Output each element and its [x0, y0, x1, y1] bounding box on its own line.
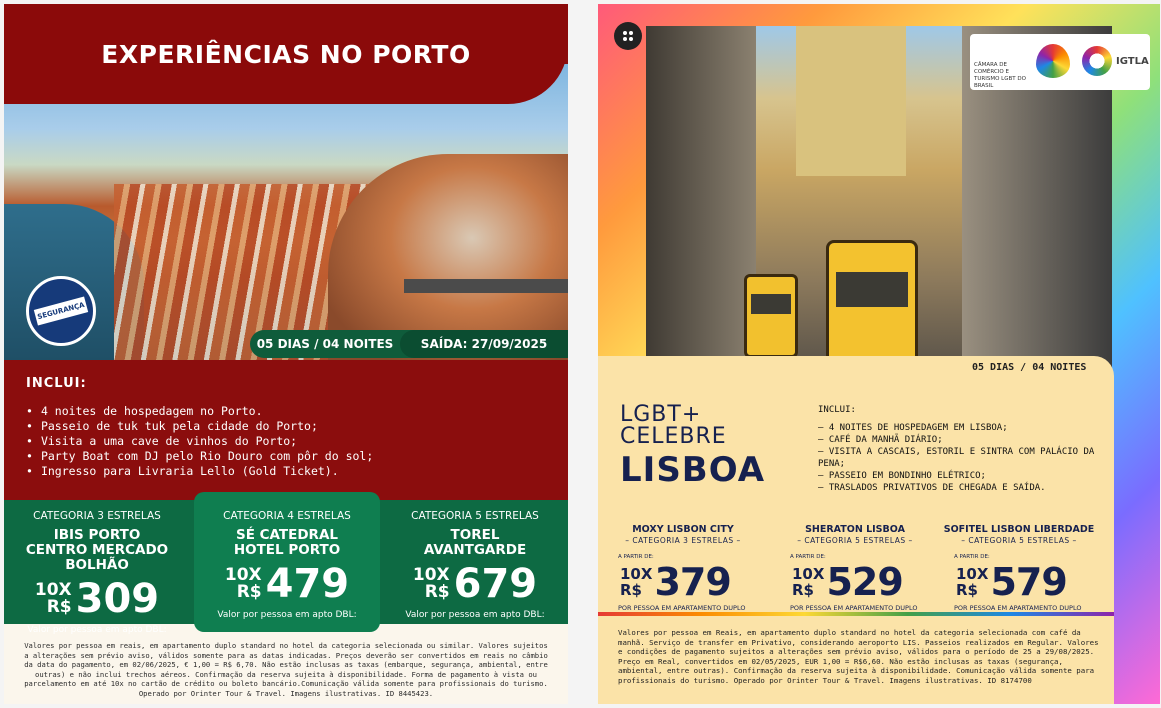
- price-row: [956, 562, 1067, 602]
- hotel-name: SÉ CATEDRAL HOTEL PORTO: [233, 527, 341, 558]
- price-note: POR PESSOA EM APARTAMENTO DUPLO: [790, 604, 918, 612]
- price-value: 309: [75, 576, 160, 622]
- igtla-logo-text: IGTLA: [1116, 56, 1149, 67]
- city-title: LISBOA: [620, 450, 766, 490]
- lisboa-flyer[interactable]: [598, 4, 1160, 704]
- price-row: [620, 562, 731, 602]
- price-value: 479: [265, 561, 350, 607]
- includes-item: • Visita a uma cave de vinhos do Porto;: [26, 434, 298, 448]
- includes-list: [818, 404, 1108, 494]
- price-value: 379: [654, 560, 731, 604]
- hotel-offers: [598, 524, 1114, 612]
- price-note: Valor por pessoa em apto DBL:: [405, 610, 545, 620]
- partner-logos: [970, 34, 1150, 90]
- lisboa-info-card: [598, 356, 1114, 616]
- includes-item: • Ingresso para Livraria Lello (Gold Ticket).: [26, 464, 339, 478]
- price-from-label: A PARTIR DE:: [954, 554, 990, 560]
- includes-item: – PASSEIO EM BONDINHO ELÉTRICO;: [818, 471, 986, 481]
- price-row: [792, 562, 903, 602]
- price-note: Valor por pessoa em apto DBL:: [217, 610, 357, 620]
- includes-item: – TRASLADOS PRIVATIVOS DE CHEGADA E SAÍDA.: [818, 483, 1046, 493]
- includes-item: • Passeio de tuk tuk pela cidade do Porto;: [26, 419, 318, 433]
- hotel-offer-sheraton[interactable]: [770, 524, 940, 612]
- installments: 10X R$: [224, 565, 262, 602]
- installments: 10X R$: [412, 565, 450, 602]
- price-row: [4, 577, 190, 621]
- hotel-category: – CATEGORIA 5 ESTRELAS –: [797, 536, 913, 545]
- includes-item: • 4 noites de hospedagem no Porto.: [26, 404, 263, 418]
- safety-seal-text: SEGURANÇA: [34, 297, 88, 326]
- tram-shape: [744, 274, 798, 358]
- includes-item: – VISITA A CASCAIS, ESTORIL E SINTRA COM PALÁCIO DA PENA;: [818, 447, 1095, 469]
- category-card-4-stars[interactable]: [194, 492, 380, 632]
- installments: 10X R$: [956, 565, 989, 599]
- igtla-logo-icon: [1082, 46, 1112, 76]
- price-row: [382, 562, 568, 606]
- price-from-label: A PARTIR DE:: [618, 554, 654, 560]
- price-value: 679: [453, 561, 538, 607]
- safety-seal-icon: [26, 276, 96, 346]
- porto-flyer[interactable]: [4, 4, 568, 704]
- category-label: CATEGORIA 5 ESTRELAS: [411, 510, 539, 522]
- includes-heading: INCLUI:: [26, 376, 87, 391]
- includes-heading: INCLUI:: [818, 405, 856, 415]
- price-row: [194, 562, 380, 606]
- chamber-logo-text: CÂMARA DE COMÉRCIO E TURISMO LGBT DO BRASIL: [974, 62, 1026, 89]
- trip-duration: 05 DIAS / 04 NOITES: [972, 362, 1087, 373]
- trip-duration: 05 DIAS / 04 NOITES: [256, 337, 394, 351]
- hotel-name: MOXY LISBON CITY: [632, 524, 734, 535]
- includes-item: – CAFÉ DA MANHÃ DIÁRIO;: [818, 435, 943, 445]
- hotel-offer-sofitel[interactable]: [934, 524, 1104, 612]
- cathedral-shape: [796, 26, 906, 176]
- includes-item: – 4 NOITES DE HOSPEDAGEM EM LISBOA;: [818, 423, 1008, 433]
- installments: 10X R$: [620, 565, 653, 599]
- hotel-name: SHERATON LISBOA: [805, 524, 905, 535]
- menu-button[interactable]: [614, 22, 642, 50]
- trip-info-bar: [250, 330, 568, 358]
- includes-list: [26, 404, 373, 479]
- hotel-offer-moxy[interactable]: [598, 524, 768, 612]
- hotel-category: – CATEGORIA 3 ESTRELAS –: [625, 536, 741, 545]
- hotel-name: TOREL AVANTGARDE: [423, 527, 527, 558]
- porto-header: [4, 4, 568, 104]
- price-value: 529: [826, 560, 903, 604]
- hotel-name: SOFITEL LISBON LIBERDADE: [943, 524, 1095, 535]
- tagline: LGBT+ CELEBRE: [620, 402, 727, 449]
- rainbow-divider: [598, 612, 1114, 616]
- category-card-3-stars[interactable]: [4, 500, 190, 635]
- category-label: CATEGORIA 3 ESTRELAS: [33, 510, 161, 522]
- lisboa-footer: [598, 616, 1114, 704]
- price-note: POR PESSOA EM APARTAMENTO DUPLO: [954, 604, 1082, 612]
- installments: 10X R$: [34, 580, 72, 617]
- grid-icon: [620, 28, 636, 44]
- category-card-5-stars[interactable]: [382, 500, 568, 624]
- hotel-name: IBIS PORTO CENTRO MERCADO BOLHÃO: [25, 527, 169, 573]
- departure-date: SAÍDA: 27/09/2025: [400, 330, 568, 358]
- porto-footer: [4, 624, 568, 704]
- price-note: POR PESSOA EM APARTAMENTO DUPLO: [618, 604, 746, 612]
- includes-item: • Party Boat com DJ pelo Rio Douro com pôr do sol;: [26, 449, 374, 463]
- category-label: CATEGORIA 4 ESTRELAS: [223, 510, 351, 522]
- hotel-category: – CATEGORIA 5 ESTRELAS –: [961, 536, 1077, 545]
- price-from-label: A PARTIR DE:: [790, 554, 826, 560]
- lisboa-disclaimer: Valores por pessoa em Reais, em apartamento duplo standard no hotel da categoria selecionada com café da manhã. Serviço de transfer em Privativo, considerando aeroporto LIS. Passeios realizados em Regular. Valores e condições de pagamento sujeitos a alterações sem prévio aviso, válidos para o período de 25 a 29/08/2025. Preço em Real, convertidos em 02/05/2025, EUR 1,00 = R$6,60. Não estão inclusas as taxas (segurança, ambiental, entre outras). Confirmação da reserva sujeita à disponibilidade. Comunicação válida somente para profissionais do turismo. Operado por Orinter Tour & Travel. Imagens ilustrativas. ID 8174700: [618, 628, 1099, 685]
- installments: 10X R$: [792, 565, 825, 599]
- porto-title: EXPERIÊNCIAS NO PORTO: [101, 39, 471, 69]
- porto-disclaimer: Valores por pessoa em reais, em apartamento duplo standard no hotel da categoria selecionada ou similar. Valores sujeitos a alterações sem prévio aviso, válidos somente para as datas indicadas. Preços deverão ser convertidos em reais no câmbio da data do pagamento, em 02/06/2025, € 1,00 = R$ 6,70. Não estão inclusas as taxas (embarque, segurança, ambiental, entre outras) e não inclui trechos aéreos. Confirmação da reserva sujeita à disponibilidade. Forma de pagamento à vista ou parcelamento em até 10x no cartão de crédito ou boleto bancário.Comunicação válida somente para profissionais do turismo. Operado por Orinter Tour & Travel. Imagens ilustrativas. ID 8445423.: [24, 641, 548, 698]
- price-note: Valor por pessoa em apto DBL:: [27, 625, 167, 635]
- hotel-categories: [4, 500, 568, 635]
- building-left-shape: [646, 26, 756, 388]
- brazil-rainbow-logo-icon: [1036, 44, 1070, 78]
- bridge-shape: [404, 279, 568, 293]
- price-value: 579: [990, 560, 1067, 604]
